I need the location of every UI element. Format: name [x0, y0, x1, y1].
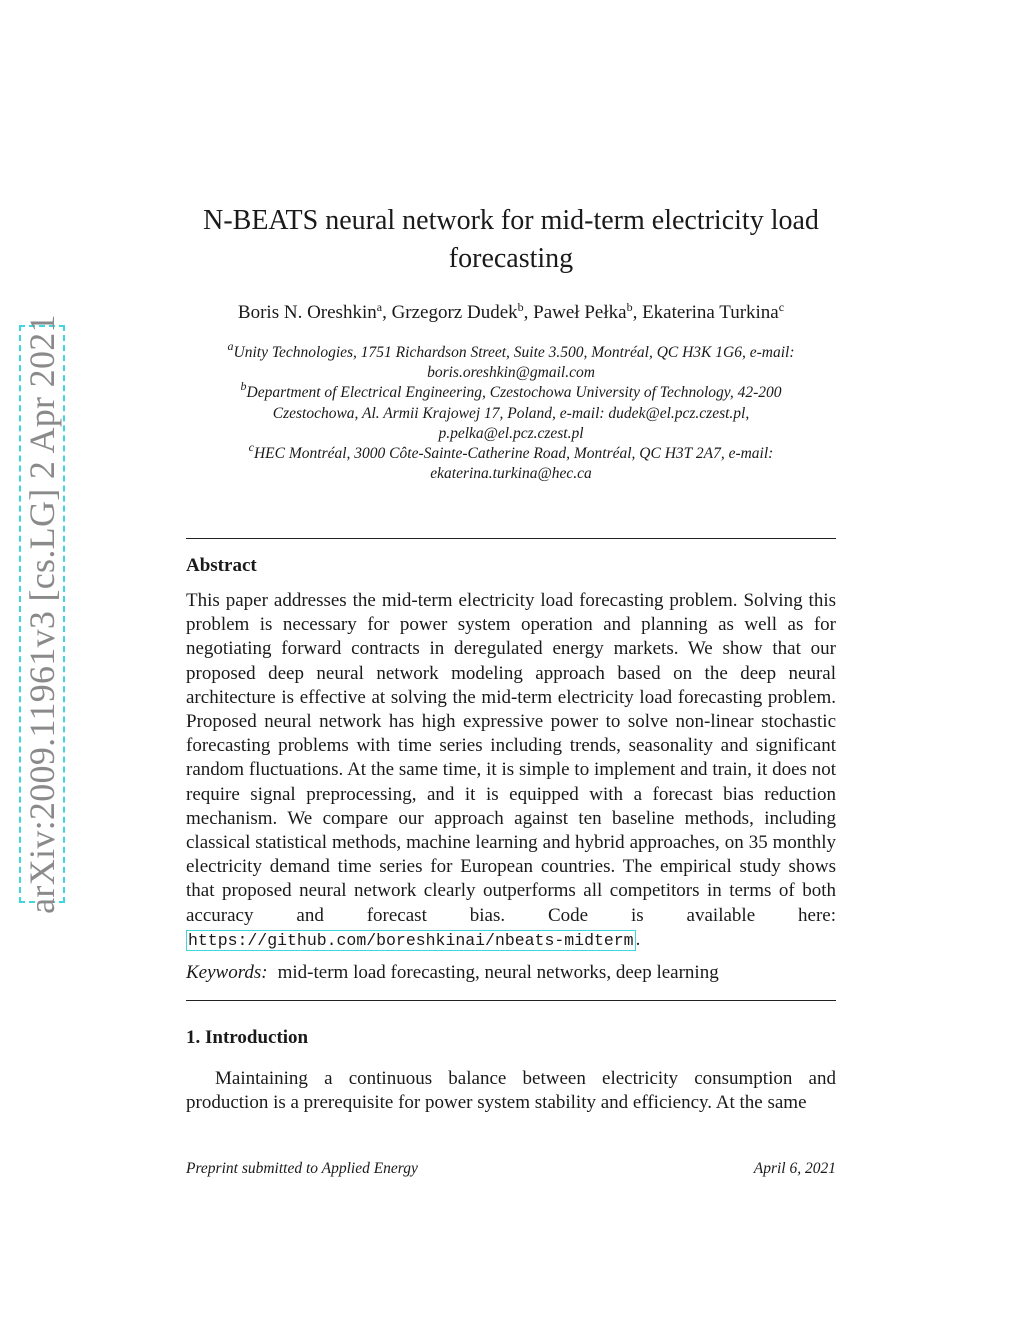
author-name: Grzegorz Dudek: [391, 302, 518, 323]
divider-bottom: [186, 1000, 836, 1001]
author-affil-mark: a: [376, 300, 383, 314]
affiliation-b: $^b$Department of Electrical Engineering, Czestochowa University of Technology, 42-200: [240, 379, 782, 402]
abstract-heading: Abstract: [186, 555, 257, 576]
arxiv-watermark-link[interactable]: [19, 314, 65, 914]
page-footer: [186, 1160, 836, 1178]
author-name: Paweł Pełka: [533, 302, 627, 323]
author-affil-mark: b: [517, 300, 524, 314]
arxiv-watermark-text: arXiv:2009.11961v3 [cs.LG] 2 Apr 2021: [22, 314, 62, 914]
footer-date: April 6, 2021: [753, 1160, 836, 1177]
author-name: Ekaterina Turkina: [642, 302, 779, 323]
author-list: Boris N. Oreshkin$^a$, Grzegorz Dudek$^b$, Paweł Pełka$^b$, Ekaterina Turkina$^c$: [237, 300, 785, 323]
code-repository-link[interactable]: https://github.com/boreshkinai/nbeats-midterm: [188, 930, 634, 950]
paper-title: N-BEATS neural network for mid-term electricity load forecasting: [203, 205, 819, 274]
keywords-text: mid-term load forecasting, neural networks, deep learning: [277, 962, 719, 983]
footer-journal: Preprint submitted to Applied Energy: [186, 1160, 418, 1177]
author-name: Boris N. Oreshkin: [237, 302, 377, 323]
introduction-paragraph: Maintaining a continuous balance between electricity consumption and production is a prerequisite for power system stability and efficiency. At the same: [186, 1068, 836, 1114]
author-affil-mark: b: [626, 300, 633, 314]
keywords-label: Keywords:: [186, 962, 268, 983]
author-affil-mark: c: [778, 300, 785, 314]
abstract-text: This paper addresses the mid-term electricity load forecasting problem. Solving this problem is necessary for power system operation and planning as well as for negotiating forward contracts in deregulated energy markets. We show that our proposed deep neural network modeling approach based on the deep neural architecture is effective at solving the mid-term electricity load forecasting problem. Proposed neural network has high expressive power to solve non-linear stochastic forecasting problems with time series including trends, seasonality and significant random fluctuations. At the same time, it is simple to implement and train, it does not require signal preprocessing, and it is equipped with a forecast bias reduction mechanism. We compare our approach against ten baseline methods, including classical statistical methods, machine learning and hybrid approaches, on 35 monthly electricity demand time series for European countries. The empirical study shows that proposed neural network clearly outperforms all competitors in terms of both accuracy and forecast bias. Code is available here:: [186, 590, 836, 926]
abstract-body: This paper addresses the mid-term electricity load forecasting problem. Solving this problem is necessary for power system operation and planning as well as for negotiating forward contracts in deregulated energy markets. We show that our proposed deep neural network modeling approach based on the deep neural architecture is effective at solving the mid-term electricity load forecasting problem. Proposed neural network has high expressive power to solve non-linear stochastic forecasting problems with time series including trends, seasonality and significant random fluctuations. At the same time, it is simple to implement and train, it does not require signal preprocessing, and it is equipped with a forecast bias reduction mechanism. We compare our approach against ten baseline methods, including classical statistical methods, machine learning and hybrid approaches, on 35 monthly electricity demand time series for European countries. The empirical study shows that proposed neural network clearly outperforms all competitors in terms of both accuracy and forecast bias. Code is available here: https://github.com/boreshkinai/nbeats-midterm .: [186, 590, 836, 950]
keywords: [186, 962, 836, 984]
affiliations: $^a$Unity Technologies, 1751 Richardson Street, Suite 3.500, Montréal, QC H3K 1G6, e-mail: boris.oreshkin@gmail.com $^b$Department of Electrical Engineering, Czestochowa University of Technology, 42-200 Czestochowa, Al. Armii Krajowej 17, Poland, e-mail: dudek@el.pcz.czest.pl, p.pelka@el.pcz.czest.pl $^c$HEC Montréal, 3000 Côte-Sainte-Catherine Road, Montréal, QC H3T 2A7, e-mail: ekaterina.turkina@hec.ca: [186, 343, 836, 484]
section-heading-introduction: 1. Introduction: [186, 1027, 309, 1048]
divider-top: [186, 538, 836, 539]
affiliation-c: $^c$HEC Montréal, 3000 Côte-Sainte-Catherine Road, Montréal, QC H3T 2A7, e-mail:: [248, 440, 774, 463]
affiliation-a: $^a$Unity Technologies, 1751 Richardson Street, Suite 3.500, Montréal, QC H3K 1G6, e-mail:: [227, 339, 795, 361]
